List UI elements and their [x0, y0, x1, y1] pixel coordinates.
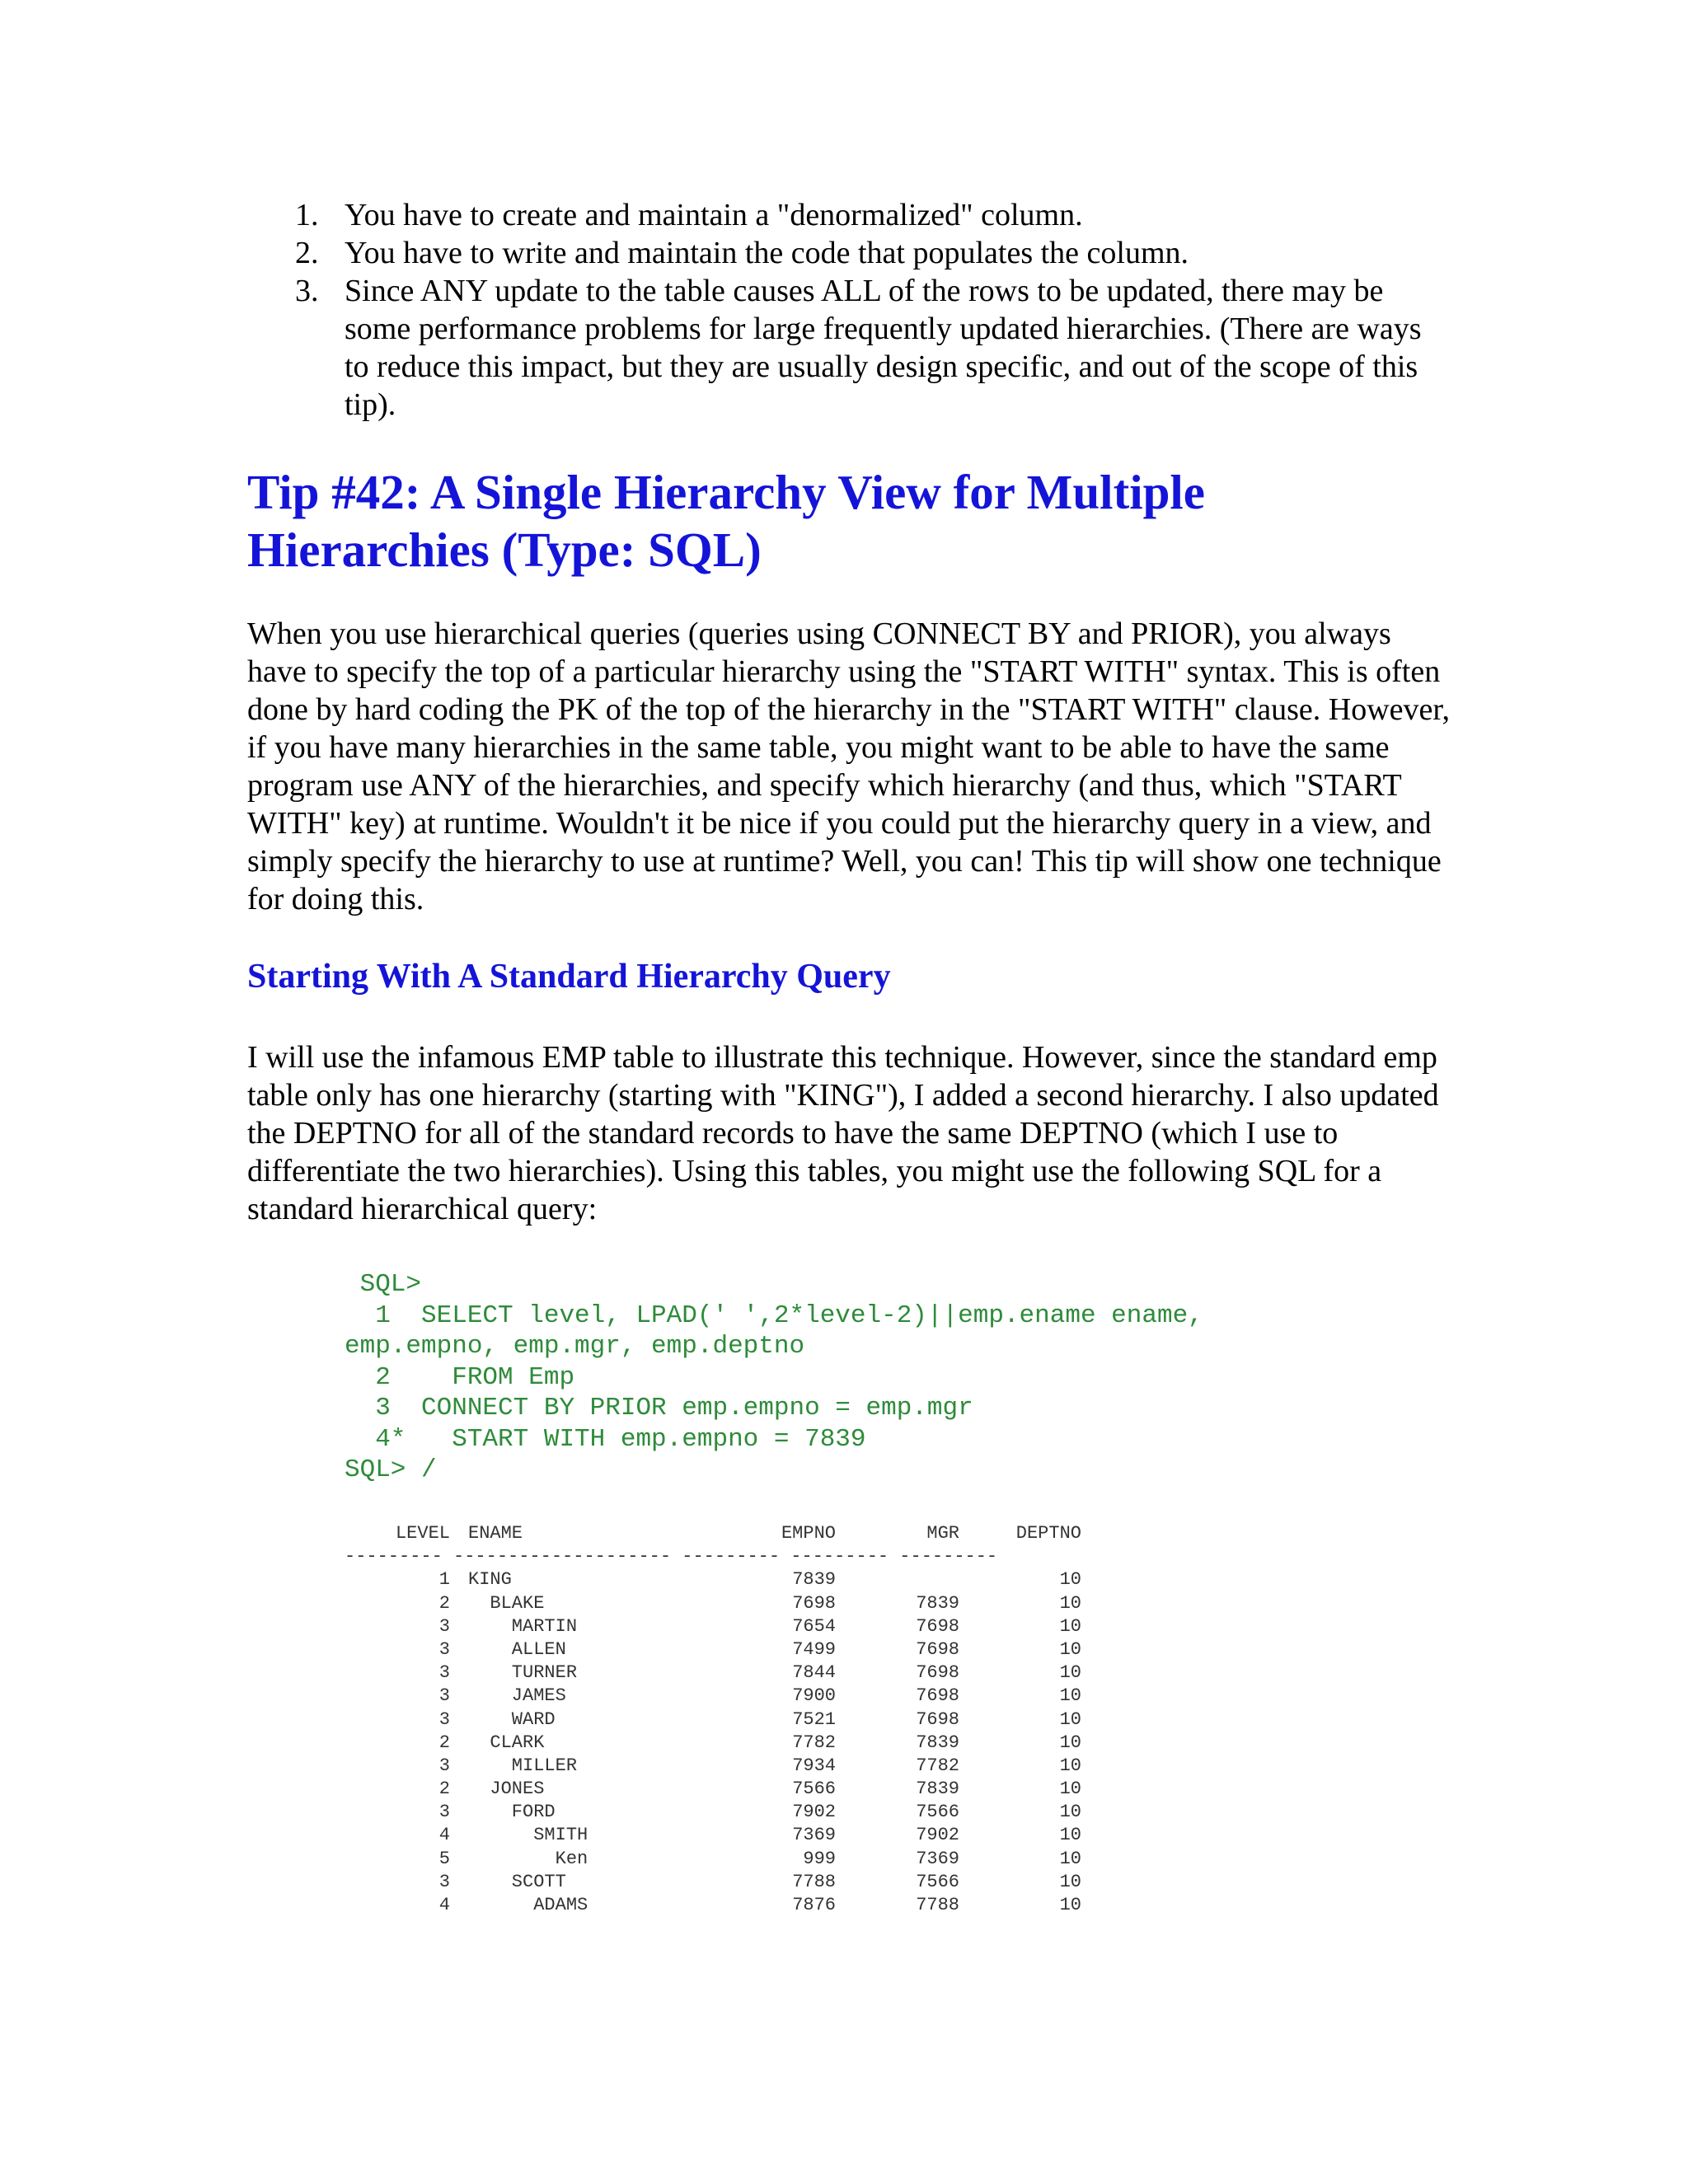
- cell-mgr: 7566: [916, 1871, 959, 1892]
- cell-level: 3: [438, 1871, 450, 1892]
- cell-empno: 7934: [792, 1755, 836, 1776]
- table-header-row: [345, 1522, 1081, 1545]
- cell-level: 4: [438, 1825, 450, 1846]
- sql-line: 2 FROM Emp: [345, 1362, 575, 1392]
- table-row: [345, 1638, 1081, 1661]
- table-row: [345, 1732, 1081, 1755]
- cell-level: 3: [438, 1638, 450, 1660]
- cell-ename: CLARK: [468, 1732, 545, 1753]
- cell-empno: 7900: [792, 1685, 836, 1707]
- header-ename: ENAME: [468, 1523, 523, 1544]
- cell-ename: Ken: [468, 1848, 588, 1869]
- cell-level: 4: [438, 1895, 450, 1915]
- drawbacks-list: [295, 196, 1432, 424]
- table-row: [345, 1708, 1081, 1732]
- intro-paragraph: When you use hierarchical queries (queries using CONNECT BY and PRIOR), you always have to specify the top of a particular hierarchy using the "START WITH" syntax. This is often done by hard coding the PK of the top of the hierarchy in the "START WITH" clause. However, if you have many hierarchies in the same table, you might want to be able to have the same program use ANY of the hierarchies, and specify which hierarchy (and thus, which "START WITH" key) at runtime. Wouldn't it be nice if you could put the hierarchy query in a view, and simply specify the hierarchy to use at runtime? Well, you can! This tip will show one technique for doing this.: [247, 616, 1451, 916]
- cell-mgr: 7698: [916, 1708, 959, 1730]
- tip-title-line-1: Tip #42: A Single Hierarchy View for Multiple: [247, 465, 1205, 519]
- cell-mgr: 7698: [916, 1662, 959, 1684]
- cell-mgr: 7566: [916, 1802, 959, 1823]
- cell-empno: 7876: [792, 1895, 836, 1915]
- cell-level: 3: [438, 1662, 450, 1684]
- cell-deptno: 10: [1059, 1662, 1081, 1684]
- cell-mgr: 7839: [916, 1592, 959, 1614]
- cell-ename: KING: [468, 1569, 512, 1591]
- cell-empno: 7782: [792, 1732, 836, 1753]
- cell-mgr: 7788: [916, 1895, 959, 1915]
- table-row: [345, 1592, 1081, 1615]
- header-mgr: MGR: [926, 1523, 959, 1544]
- table-body: [345, 1568, 1081, 1917]
- cell-level: 2: [438, 1732, 450, 1753]
- table-row: [345, 1848, 1081, 1871]
- cell-ename: MILLER: [468, 1755, 578, 1776]
- cell-deptno: 10: [1059, 1638, 1081, 1660]
- cell-ename: JONES: [468, 1779, 545, 1800]
- cell-empno: 7844: [792, 1662, 836, 1684]
- list-item: [295, 234, 1432, 272]
- sql-line: 1 SELECT level, LPAD(' ',2*level-2)||emp.ename ename,: [345, 1301, 1203, 1330]
- tip-title-line-2: Hierarchies (Type: SQL): [247, 523, 762, 577]
- cell-deptno: 10: [1059, 1802, 1081, 1823]
- cell-empno: 7839: [792, 1569, 836, 1591]
- cell-level: 1: [438, 1569, 450, 1591]
- cell-ename: SMITH: [468, 1825, 588, 1846]
- list-item-text: You have to write and maintain the code that populates the column.: [345, 236, 1189, 270]
- list-item-number: 1.: [295, 198, 319, 232]
- list-item-text: You have to create and maintain a "denormalized" column.: [345, 198, 1083, 232]
- list-item-number: 2.: [295, 236, 319, 270]
- body-paragraph: I will use the infamous EMP table to illustrate this technique. However, since the standard emp table only has one hierarchy (starting with "KING"), I added a second hierarchy. I also updated the DEPTNO for all of the standard records to have the same DEPTNO (which I use to differentiate the two hierarchies). Using this tables, you might use the following SQL for a standard hierarchical query:: [247, 1040, 1439, 1226]
- cell-ename: ADAMS: [468, 1895, 588, 1915]
- table-row: [345, 1685, 1081, 1708]
- cell-ename: WARD: [468, 1708, 556, 1730]
- cell-level: 2: [438, 1592, 450, 1614]
- table-row: [345, 1801, 1081, 1824]
- cell-deptno: 10: [1059, 1569, 1081, 1591]
- sql-line: 4* START WITH emp.empno = 7839: [345, 1424, 866, 1454]
- cell-deptno: 10: [1059, 1685, 1081, 1707]
- cell-deptno: 10: [1059, 1871, 1081, 1892]
- cell-deptno: 10: [1059, 1755, 1081, 1776]
- table-row: [345, 1894, 1081, 1917]
- section-subheading: Starting With A Standard Hierarchy Query: [247, 958, 891, 996]
- cell-empno: 7654: [792, 1615, 836, 1637]
- list-item-text: Since ANY update to the table causes ALL of the rows to be updated, there may be some performance problems for large frequently updated hierarchies. (There are ways to reduce this impact, but they are usually design specific, and out of the scope of this tip).: [345, 274, 1422, 422]
- cell-ename: FORD: [468, 1802, 556, 1823]
- cell-ename: ALLEN: [468, 1638, 566, 1660]
- table-row: [345, 1615, 1081, 1638]
- cell-empno: 999: [803, 1848, 836, 1869]
- cell-level: 3: [438, 1802, 450, 1823]
- cell-empno: 7369: [792, 1825, 836, 1846]
- cell-empno: 7521: [792, 1708, 836, 1730]
- cell-ename: MARTIN: [468, 1615, 578, 1637]
- list-item: [295, 272, 1432, 424]
- cell-ename: BLAKE: [468, 1592, 545, 1614]
- cell-deptno: 10: [1059, 1615, 1081, 1637]
- list-item-number: 3.: [295, 274, 319, 308]
- sql-line: SQL> /: [345, 1455, 437, 1484]
- tip-title: [247, 463, 1484, 579]
- header-empno: EMPNO: [781, 1523, 836, 1544]
- header-level: LEVEL: [395, 1523, 450, 1544]
- cell-deptno: 10: [1059, 1732, 1081, 1753]
- list-item: [295, 196, 1432, 234]
- cell-empno: 7788: [792, 1871, 836, 1892]
- header-deptno: DEPTNO: [1015, 1523, 1081, 1544]
- cell-level: 3: [438, 1755, 450, 1776]
- cell-level: 3: [438, 1685, 450, 1707]
- cell-level: 2: [438, 1779, 450, 1800]
- cell-mgr: 7782: [916, 1755, 959, 1776]
- cell-level: 3: [438, 1615, 450, 1637]
- cell-mgr: 7698: [916, 1685, 959, 1707]
- cell-level: 5: [438, 1848, 450, 1869]
- cell-ename: JAMES: [468, 1685, 566, 1707]
- cell-deptno: 10: [1059, 1779, 1081, 1800]
- table-separator: --------- -------------------- --------- --------- ---------: [345, 1546, 998, 1568]
- cell-mgr: 7698: [916, 1615, 959, 1637]
- cell-deptno: 10: [1059, 1848, 1081, 1869]
- table-row: [345, 1871, 1081, 1894]
- cell-empno: 7566: [792, 1779, 836, 1800]
- table-row: [345, 1824, 1081, 1847]
- cell-empno: 7499: [792, 1638, 836, 1660]
- cell-deptno: 10: [1059, 1708, 1081, 1730]
- cell-deptno: 10: [1059, 1825, 1081, 1846]
- cell-mgr: 7839: [916, 1779, 959, 1800]
- cell-deptno: 10: [1059, 1592, 1081, 1614]
- sql-line: 3 CONNECT BY PRIOR emp.empno = emp.mgr: [345, 1394, 973, 1422]
- cell-mgr: 7839: [916, 1732, 959, 1753]
- cell-ename: TURNER: [468, 1662, 578, 1684]
- sql-line: emp.empno, emp.mgr, emp.deptno: [345, 1332, 805, 1361]
- cell-level: 3: [438, 1708, 450, 1730]
- cell-empno: 7902: [792, 1802, 836, 1823]
- cell-mgr: 7902: [916, 1825, 959, 1846]
- table-row: [345, 1778, 1081, 1801]
- cell-ename: SCOTT: [468, 1871, 566, 1892]
- query-result-table: [345, 1522, 1081, 1917]
- sql-line: SQL>: [345, 1270, 422, 1299]
- table-row: [345, 1755, 1081, 1778]
- cell-empno: 7698: [792, 1592, 836, 1614]
- sql-code-block: [345, 1269, 1203, 1486]
- table-row: [345, 1568, 1081, 1591]
- table-row: [345, 1661, 1081, 1685]
- cell-mgr: 7369: [916, 1848, 959, 1869]
- cell-deptno: 10: [1059, 1895, 1081, 1915]
- cell-mgr: 7698: [916, 1638, 959, 1660]
